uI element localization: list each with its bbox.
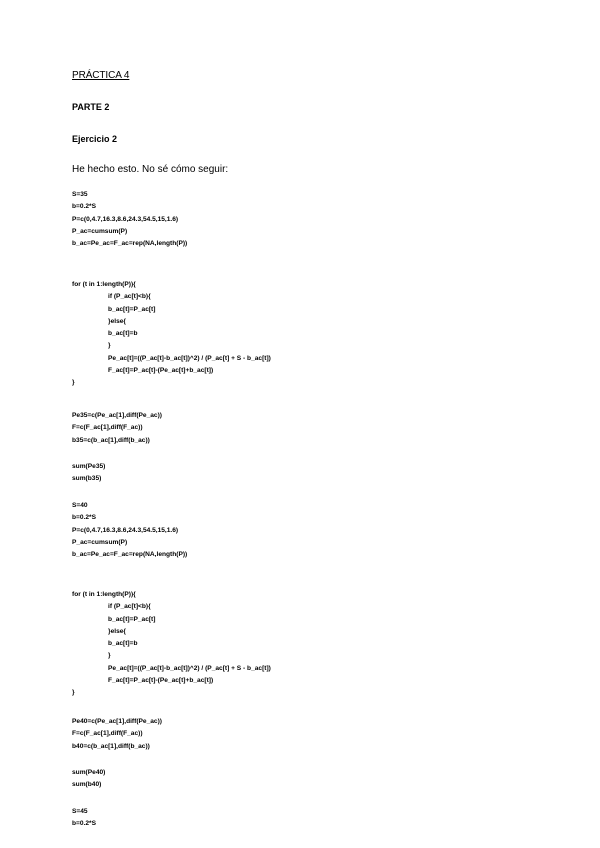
code-line: P_ac=cumsum(P) bbox=[72, 538, 128, 546]
code-block-s35 bbox=[72, 189, 187, 250]
code-line: if (P_ac[t]<b){ bbox=[108, 603, 151, 611]
code-line: b_ac=Pe_ac=F_ac=rep(NA,length(P)) bbox=[72, 551, 188, 559]
code-line: P_ac=cumsum(P) bbox=[72, 227, 128, 235]
code-line: sum(Pe40) bbox=[72, 769, 106, 776]
code-line: P=c(0,4.7,16.3,8.6,24.3,54.5,15,1.6) bbox=[72, 526, 179, 534]
code-line: } bbox=[108, 342, 111, 350]
code-line: b_ac=Pe_ac=F_ac=rep(NA,length(P)) bbox=[72, 240, 188, 248]
code-line: sum(Pe35) bbox=[72, 463, 106, 470]
code-line: for (t in 1:length(P)){ bbox=[72, 591, 136, 598]
code-line: if (P_ac[t]<b){ bbox=[108, 293, 151, 301]
exercise-heading: Ejercicio 2 bbox=[72, 134, 118, 144]
code-line: Pe40=c(Pe_ac[1],diff(Pe_ac)) bbox=[72, 718, 162, 725]
code-line: }else{ bbox=[108, 317, 126, 325]
code-line: for (t in 1:length(P)){ bbox=[72, 281, 136, 288]
code-line: sum(b40) bbox=[72, 781, 102, 789]
code-line: sum(b35) bbox=[72, 475, 102, 483]
code-block-s40 bbox=[72, 500, 187, 561]
code-line: } bbox=[72, 379, 75, 387]
code-line: S=40 bbox=[72, 502, 88, 509]
code-sums-s35 bbox=[72, 461, 105, 486]
code-line: b_ac[t]=P_ac[t] bbox=[108, 305, 156, 313]
intro-text: He hecho esto. No sé cómo seguir: bbox=[72, 164, 229, 175]
code-line: b=0.2*S bbox=[72, 203, 97, 211]
code-line: b_ac[t]=b bbox=[108, 640, 138, 648]
code-line: Pe35=c(Pe_ac[1],diff(Pe_ac)) bbox=[72, 412, 162, 419]
code-loop-s40 bbox=[72, 589, 271, 700]
code-line: b40=c(b_ac[1],diff(b_ac)) bbox=[72, 742, 150, 750]
code-line: F=c(F_ac[1],diff(F_ac)) bbox=[72, 730, 143, 738]
part-heading: PARTE 2 bbox=[72, 102, 110, 112]
code-line: b=0.2*S bbox=[72, 820, 97, 828]
code-line: } bbox=[72, 689, 75, 697]
code-results-s40 bbox=[72, 716, 162, 753]
code-results-s35 bbox=[72, 410, 162, 447]
code-line: b_ac[t]=b bbox=[108, 330, 138, 338]
code-line: }else{ bbox=[108, 627, 126, 635]
code-line: F=c(F_ac[1],diff(F_ac)) bbox=[72, 424, 143, 432]
code-line: F_ac[t]=P_ac[t]-(Pe_ac[t]+b_ac[t]) bbox=[108, 367, 214, 375]
code-line: Pe_ac[t]=((P_ac[t]-b_ac[t])^2) / (P_ac[t] + S - b_ac[t]) bbox=[108, 354, 271, 362]
code-line: S=35 bbox=[72, 191, 88, 198]
code-line: S=45 bbox=[72, 808, 88, 815]
code-block-s45 bbox=[72, 806, 96, 831]
code-line: b35=c(b_ac[1],diff(b_ac)) bbox=[72, 436, 150, 444]
code-line: P=c(0,4.7,16.3,8.6,24.3,54.5,15,1.6) bbox=[72, 215, 179, 223]
code-line: Pe_ac[t]=((P_ac[t]-b_ac[t])^2) / (P_ac[t] + S - b_ac[t]) bbox=[108, 664, 271, 672]
code-line: F_ac[t]=P_ac[t]-(Pe_ac[t]+b_ac[t]) bbox=[108, 677, 214, 685]
code-line: b=0.2*S bbox=[72, 514, 97, 522]
code-line: } bbox=[108, 652, 111, 660]
code-loop-s35 bbox=[72, 279, 271, 390]
document-title: PRÁCTICA 4 bbox=[72, 70, 130, 81]
code-line: b_ac[t]=P_ac[t] bbox=[108, 615, 156, 623]
code-sums-s40 bbox=[72, 767, 105, 792]
